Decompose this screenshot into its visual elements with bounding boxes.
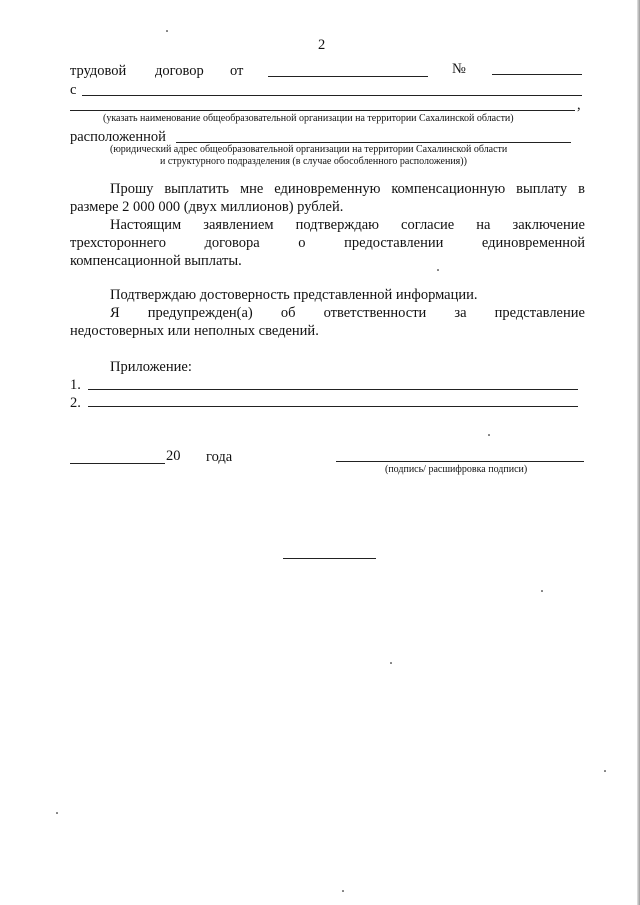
scan-speck [488, 434, 490, 436]
para3-line2: Я предупрежден(а) об ответственности за представление [110, 305, 585, 321]
scan-speck [437, 269, 439, 271]
signature-blank [336, 461, 584, 462]
scan-speck [56, 812, 58, 814]
contract-word-2: договор [155, 63, 204, 79]
address-blank [176, 142, 571, 143]
hint-address-1: (юридический адрес общеобразовательной организации на территории Сахалинской области [110, 144, 508, 155]
page-number: 2 [318, 37, 326, 53]
contract-date-blank [268, 76, 428, 77]
attachment-item-1-blank [88, 389, 578, 390]
comma-mark: , [577, 97, 581, 113]
contract-word-1: трудовой [70, 63, 127, 79]
para2-line1: Настоящим заявлением подтверждаю согласие на заключение [110, 217, 585, 233]
with-prefix: с [70, 82, 77, 98]
scan-speck [604, 770, 606, 772]
org-name-blank-1 [82, 95, 582, 96]
year-prefix: 20 [166, 448, 181, 464]
contract-number-blank [492, 74, 582, 75]
scan-speck [166, 30, 168, 32]
closing-separator [283, 558, 376, 559]
attachment-item-1-label: 1. [70, 377, 81, 393]
signature-hint: (подпись/ расшифровка подписи) [385, 464, 528, 475]
number-sign: № [452, 61, 466, 77]
scan-speck [390, 662, 392, 664]
para2-line2: трехстороннего договора о предоставлении единовременной [70, 235, 585, 251]
para1-line2: размере 2 000 000 (двух миллионов) рублей. [70, 199, 344, 215]
para2-line3: компенсационной выплаты. [70, 253, 242, 269]
attachments-title: Приложение: [110, 359, 192, 375]
hint-address-2: и структурного подразделения (в случае обособленного расположения)) [160, 156, 467, 167]
para3-line1: Подтверждаю достоверность представленной информации. [110, 287, 478, 303]
located-label: расположенной [70, 129, 166, 145]
attachment-item-2-label: 2. [70, 395, 81, 411]
para1-line1: Прошу выплатить мне единовременную компенсационную выплату в [110, 181, 585, 197]
org-name-blank-2 [70, 110, 575, 111]
year-word: года [206, 449, 233, 465]
attachment-item-2-blank [88, 406, 578, 407]
scan-speck [342, 890, 344, 892]
scan-speck [541, 590, 543, 592]
para3-line3: недостоверных или неполных сведений. [70, 323, 319, 339]
date-blank [70, 463, 165, 464]
contract-word-3: от [230, 63, 244, 79]
hint-org-name: (указать наименование общеобразовательной организации на территории Сахалинской области) [103, 113, 514, 124]
